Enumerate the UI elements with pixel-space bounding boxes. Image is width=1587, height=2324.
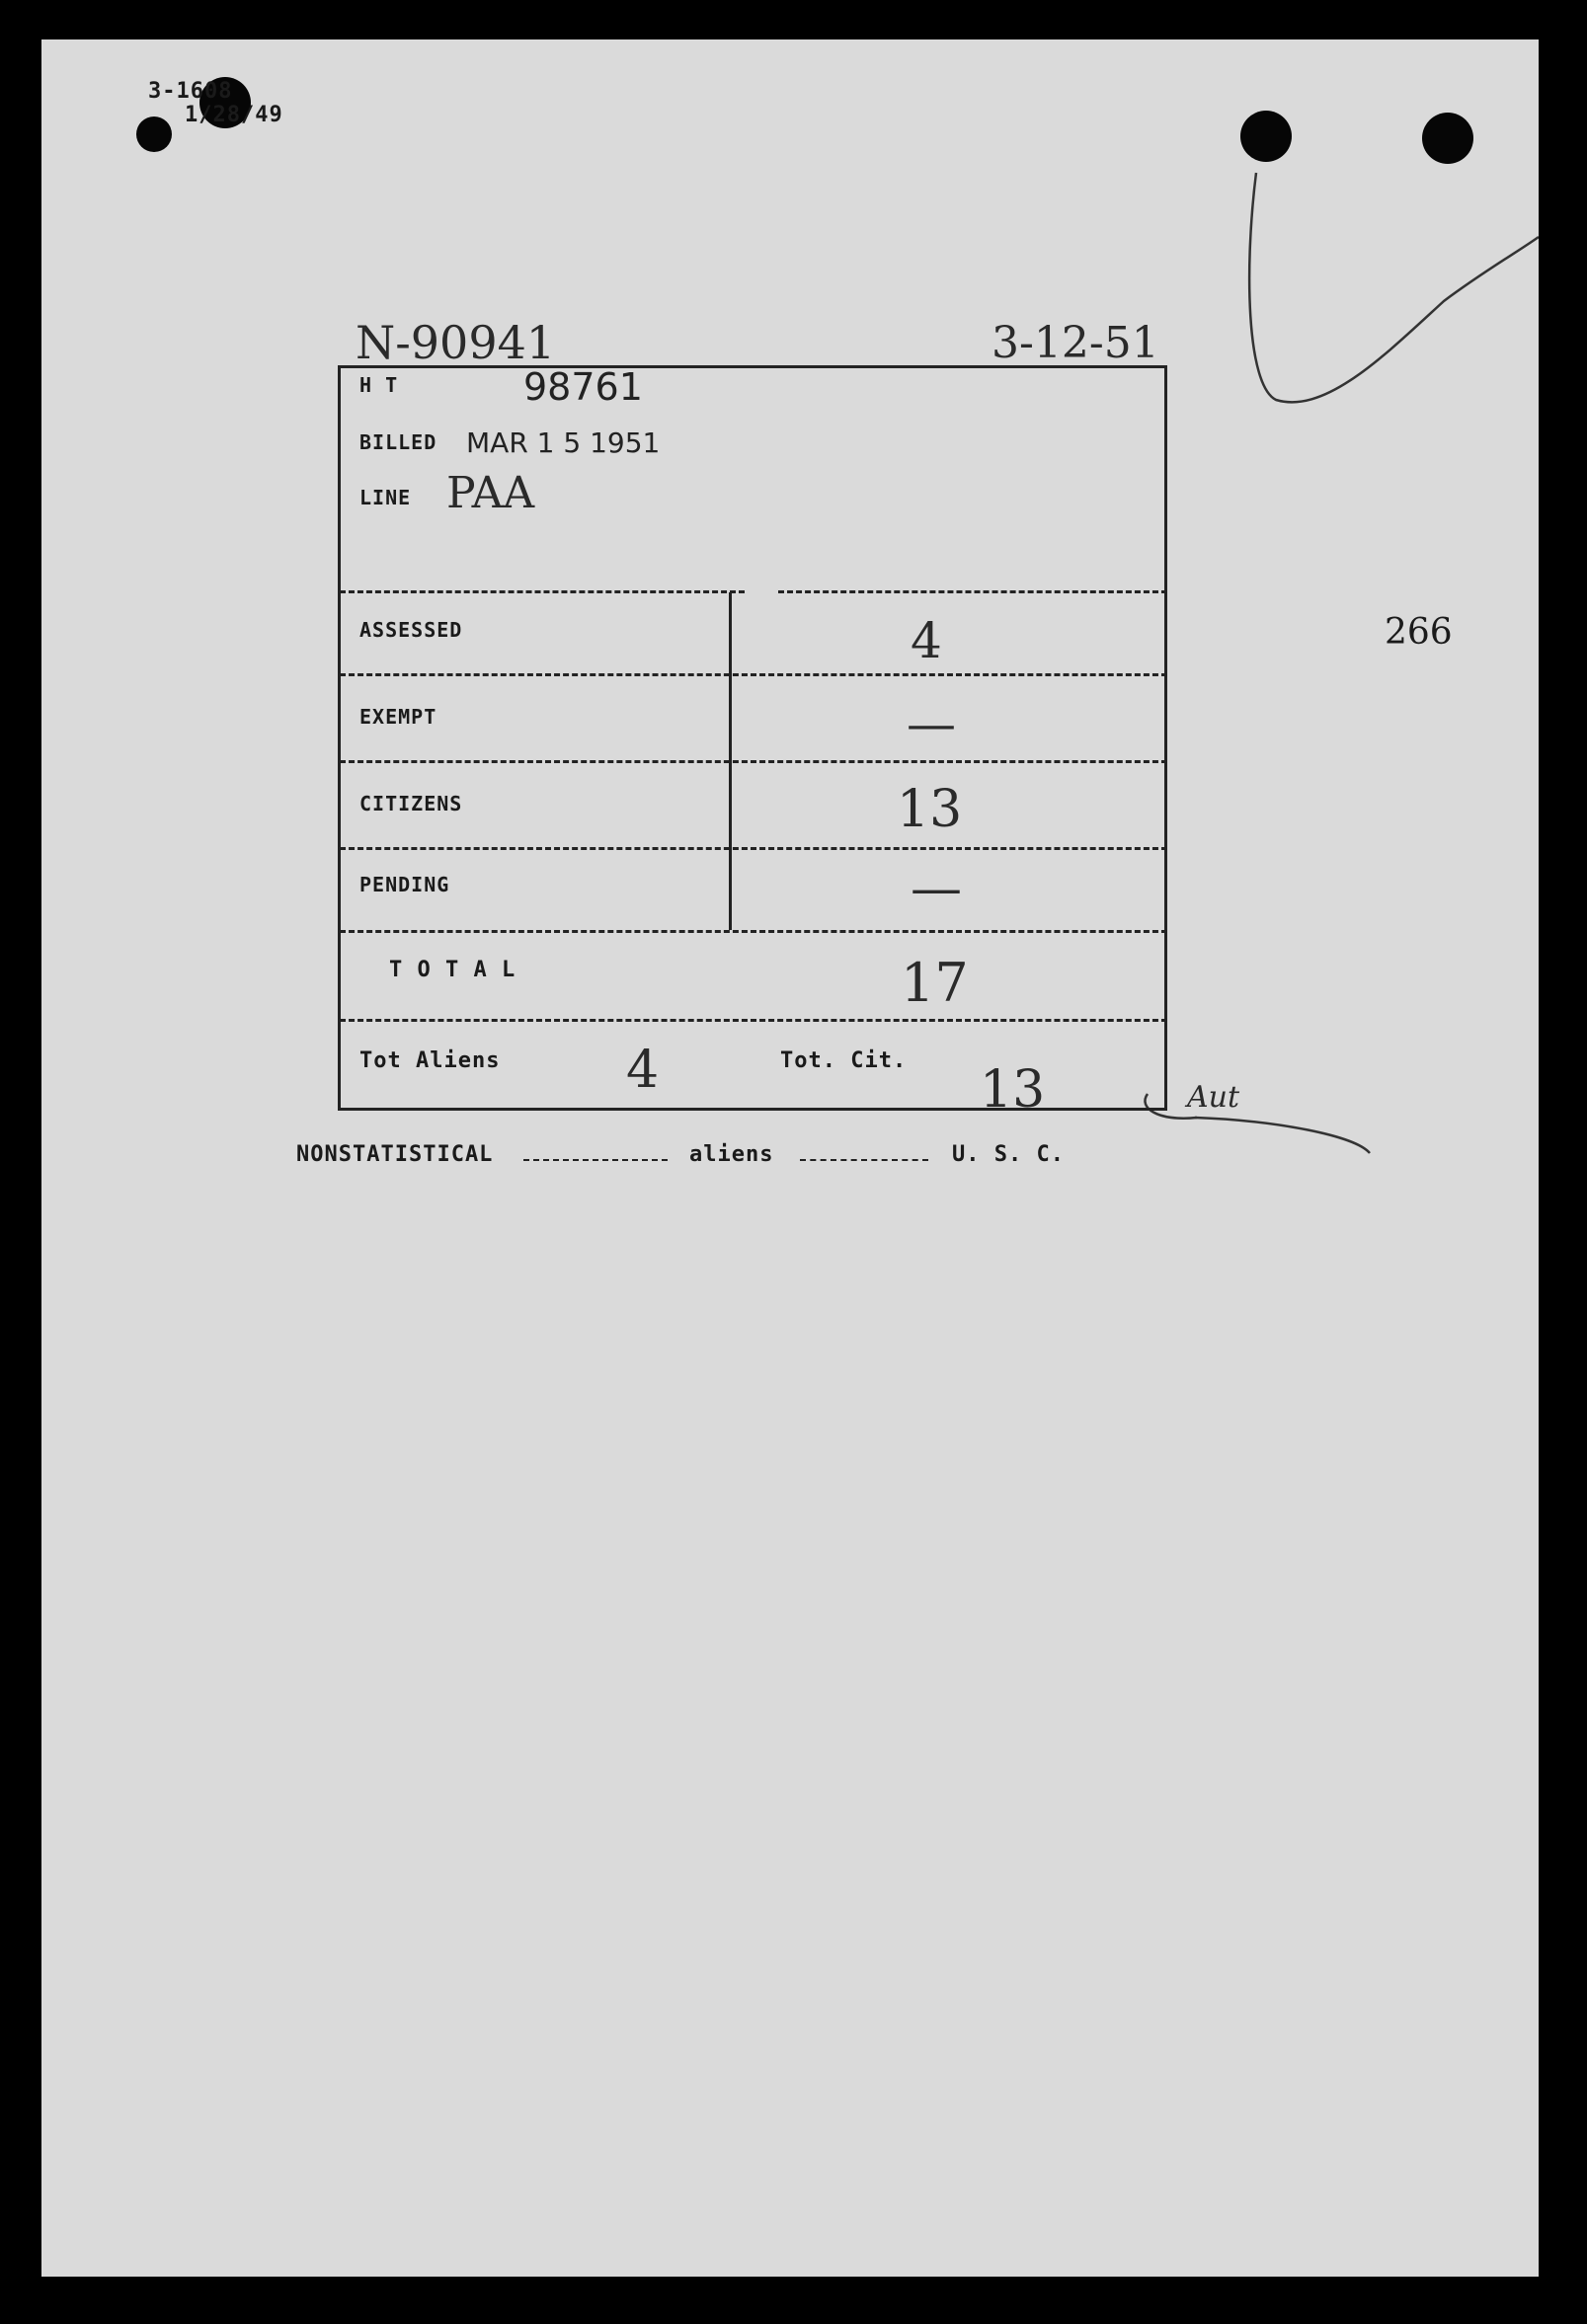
ht-value: 98761 xyxy=(523,365,643,409)
row-value-citizens: 13 xyxy=(897,780,963,839)
page-number: 266 xyxy=(1385,612,1453,653)
line-label: LINE xyxy=(359,486,412,509)
row-value-pending: — xyxy=(911,859,962,918)
row-label-citizens: CITIZENS xyxy=(359,792,463,815)
tot-aliens-label: Tot Aliens xyxy=(359,1048,501,1073)
rule-after-exempt xyxy=(340,760,1167,763)
aliens-blank xyxy=(800,1159,928,1161)
line-value: PAA xyxy=(446,468,535,518)
rule-header-left xyxy=(340,590,745,593)
row-value-exempt: — xyxy=(907,695,956,752)
rule-after-assessed xyxy=(340,673,1167,676)
row-label-exempt: EXEMPT xyxy=(359,705,437,729)
row-label-pending: PENDING xyxy=(359,873,450,896)
document-page xyxy=(41,39,1539,2277)
form-number: 3-1608 xyxy=(148,79,233,104)
initials: Aut xyxy=(1187,1080,1240,1115)
rule-after-citizens xyxy=(340,847,1167,850)
tot-aliens-value: 4 xyxy=(626,1041,660,1100)
row-label-assessed: ASSESSED xyxy=(359,618,463,642)
total-value: 17 xyxy=(901,952,969,1014)
nonstatistical-blank xyxy=(523,1159,668,1161)
row-value-assessed: 4 xyxy=(911,612,942,669)
ht-label: H T xyxy=(359,373,399,397)
rule-header-right xyxy=(778,590,1167,593)
aliens-label: aliens xyxy=(689,1142,774,1167)
nonstatistical-label: NONSTATISTICAL xyxy=(296,1142,494,1167)
file-number-handwritten: N-90941 xyxy=(356,316,556,369)
tot-cit-label: Tot. Cit. xyxy=(780,1048,908,1073)
form-revision-date: 1/28/49 xyxy=(185,103,283,127)
billed-value: MAR 1 5 1951 xyxy=(466,426,661,459)
billed-label: BILLED xyxy=(359,430,437,454)
column-divider xyxy=(729,592,732,930)
rule-after-total xyxy=(340,1019,1167,1022)
usc-label: U. S. C. xyxy=(952,1142,1065,1167)
date-handwritten: 3-12-51 xyxy=(992,318,1159,368)
tot-cit-value: 13 xyxy=(980,1060,1046,1120)
rule-after-pending xyxy=(340,930,1167,933)
total-label: T O T A L xyxy=(389,958,516,982)
